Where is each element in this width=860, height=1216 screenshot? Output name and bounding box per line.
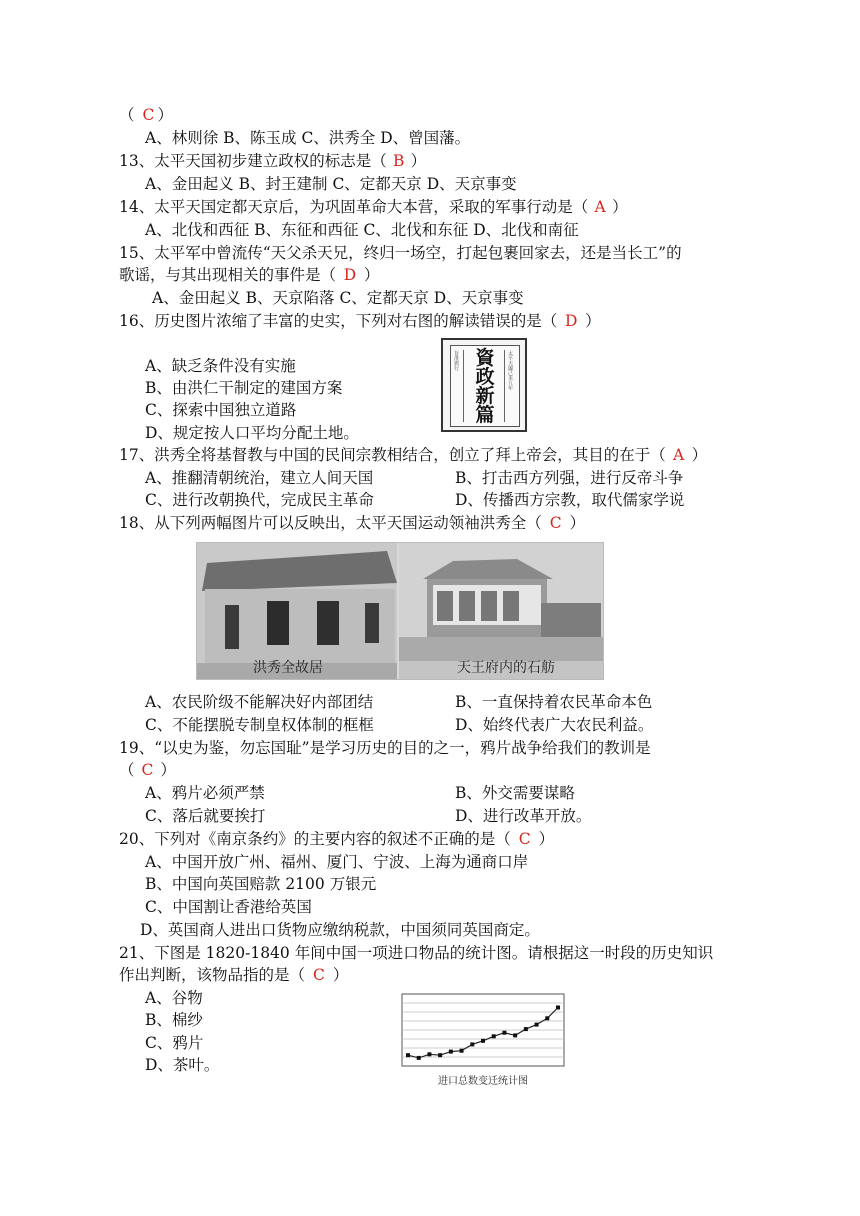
line-text: A、缺乏条件没有实施 <box>145 357 296 375</box>
chart-point <box>502 1031 506 1035</box>
text-line <box>145 988 203 1008</box>
text-line <box>145 1055 219 1075</box>
photos-image <box>196 542 604 680</box>
book-title: 資政新篇 <box>475 347 495 426</box>
text-line <box>119 738 651 758</box>
line-text: 17、洪秀全将基督教与中国的民间宗教相结合，创立了拜上帝会，其目的在于（ <box>119 446 671 464</box>
import-chart <box>396 992 570 1090</box>
book-side-right: 太平天國己未九年 <box>508 351 514 392</box>
line-text: A、农民阶级不能解决好内部团结 <box>145 693 374 711</box>
line-text: 15、太平军中曾流传“天父杀天兄，终归一场空，打起包裹回家去，还是当长工”的 <box>119 244 682 262</box>
line-text: C、落后就要挨打 <box>145 807 266 825</box>
chart-point <box>449 1050 453 1054</box>
text-line <box>119 965 348 985</box>
chart-point <box>524 1027 528 1031</box>
line-text: 14、太平天国定都天京后，为巩固革命大本营，采取的军事行动是（ <box>119 198 594 216</box>
line-text: C、中国割让香港给英国 <box>145 898 312 916</box>
line-text: 19、“以史为鉴，勿忘国耻”是学习历史的目的之一，鸦片战争给我们的教训是 <box>119 739 651 757</box>
line-text: D、茶叶。 <box>145 1056 220 1074</box>
line-text: A、谷物 <box>145 989 203 1007</box>
text-line <box>119 105 173 125</box>
line-text: （ <box>119 761 140 779</box>
line-text-end: ） <box>686 446 708 464</box>
line-text: A、中国开放广州、福州、厦门、宁波、上海为通商口岸 <box>145 853 529 871</box>
chart-point <box>545 1016 549 1020</box>
line-text: （ <box>119 106 140 124</box>
line-text-end: ） <box>327 966 349 984</box>
line-text: A、推翻清朝统治，建立人间天国 <box>145 469 374 487</box>
line-text-end: ） <box>405 152 427 170</box>
line-text: 13、太平天国初步建立政权的标志是（ <box>119 152 392 170</box>
text-line <box>145 128 470 148</box>
text-line <box>119 513 585 533</box>
text-line <box>145 897 312 917</box>
line-text-end: ） <box>607 198 628 216</box>
answer-mark: C <box>313 966 325 984</box>
text-line <box>145 783 265 803</box>
line-text-end: ） <box>580 312 601 330</box>
import-chart-svg <box>396 992 570 1090</box>
line-text: 21、下图是 1820-1840 年间中国一项进口物品的统计图。请根据这一时段的历史知识 <box>119 944 714 962</box>
answer-mark: A <box>594 198 606 216</box>
answer-mark: C <box>518 830 531 848</box>
text-line <box>145 174 517 194</box>
chart-point <box>492 1034 496 1038</box>
chart-point <box>481 1039 485 1043</box>
answer-mark: C <box>142 106 155 124</box>
text-line <box>119 243 682 263</box>
text-line <box>119 445 707 465</box>
line-text: B、棉纱 <box>145 1011 203 1029</box>
chart-point <box>406 1053 410 1057</box>
text-line <box>145 400 296 420</box>
chart-point <box>556 1006 560 1010</box>
text-line <box>145 715 374 735</box>
line-text: 18、从下列两幅图片可以反映出，太平天国运动领袖洪秀全（ <box>119 514 547 532</box>
text-line <box>119 311 601 331</box>
text-line <box>145 490 374 510</box>
option-right: B、一直保持着农民革命本色 <box>455 693 653 711</box>
option-right: D、始终代表广大农民利益。 <box>455 716 654 734</box>
option-right: D、进行改革开放。 <box>455 807 592 825</box>
line-text: C、不能摆脱专制皇权体制的框框 <box>145 716 374 734</box>
text-line <box>145 378 342 398</box>
option-right: B、外交需要谋略 <box>455 784 575 802</box>
text-line <box>119 943 713 963</box>
line-text: 歌谣，与其出现相关的事件是（ <box>119 266 341 284</box>
option-right: D、传播西方宗教，取代儒家学说 <box>455 491 685 509</box>
line-text: 16、历史图片浓缩了丰富的史实，下列对右图的解读错误的是（ <box>119 312 563 330</box>
chart-point <box>427 1052 431 1056</box>
line-text-end: ） <box>155 761 176 779</box>
chart-caption: 进口总数变迁统计图 <box>438 1076 528 1087</box>
chart-point <box>513 1033 517 1037</box>
chart-point <box>438 1053 442 1057</box>
answer-mark: B <box>392 152 405 170</box>
line-text: B、中国向英国赔款 2100 万银元 <box>145 875 377 893</box>
line-text: 作出判断，该物品指的是（ <box>119 966 310 984</box>
text-line <box>145 852 528 872</box>
line-text-end: ） <box>157 106 173 124</box>
line-text: A、林则徐 B、陈玉成 C、洪秀全 D、曾国藩。 <box>145 129 471 147</box>
option-right: B、打击西方列强，进行反帝斗争 <box>455 469 684 487</box>
line-text: C、鸦片 <box>145 1034 204 1052</box>
answer-mark: D <box>564 312 578 330</box>
text-line <box>140 920 540 940</box>
photo-caption-right: 天王府内的石舫 <box>457 660 555 676</box>
text-line <box>145 356 296 376</box>
line-text: C、进行改朝换代，完成民主革命 <box>145 491 374 509</box>
line-text-end: ） <box>533 830 555 848</box>
text-line <box>145 468 373 488</box>
chart-point <box>460 1049 464 1053</box>
chart-point <box>535 1023 539 1027</box>
photo-caption-left: 洪秀全故居 <box>253 660 323 676</box>
answer-mark: C <box>141 761 154 779</box>
text-line <box>145 874 376 894</box>
line-text: A、北伐和西征 B、东征和西征 C、北伐和东征 D、北伐和南征 <box>145 221 579 239</box>
book-side-left: 旨准頒行 <box>454 351 460 372</box>
text-line <box>145 1033 203 1053</box>
text-line <box>119 265 379 285</box>
line-text: D、规定按人口平均分配土地。 <box>145 424 359 442</box>
text-line <box>145 806 265 826</box>
answer-mark: C <box>549 514 562 532</box>
text-line <box>119 197 628 217</box>
line-text: C、探索中国独立道路 <box>145 401 297 419</box>
line-text: A、金田起义 B、封王建制 C、定都天京 D、天京事变 <box>145 175 517 193</box>
chart-point <box>417 1056 421 1060</box>
text-line <box>145 1010 203 1030</box>
answer-mark: A <box>673 446 685 464</box>
line-text: 20、下列对《南京条约》的主要内容的叙述不正确的是（ <box>119 830 516 848</box>
chart-series-line <box>408 1008 558 1058</box>
text-line <box>119 151 426 171</box>
text-line <box>152 288 524 308</box>
text-line <box>145 692 373 712</box>
text-line <box>119 829 554 849</box>
book-cover-image <box>441 338 527 432</box>
line-text: A、鸦片必须严禁 <box>145 784 265 802</box>
line-text: B、由洪仁干制定的建国方案 <box>145 379 343 397</box>
line-text-end: ） <box>358 266 380 284</box>
answer-mark: D <box>343 266 357 284</box>
text-line <box>145 220 579 240</box>
line-text: A、金田起义 B、天京陷落 C、定都天京 D、天京事变 <box>152 289 524 307</box>
chart-point <box>470 1042 474 1046</box>
line-text-end: ） <box>564 514 586 532</box>
line-text: D、英国商人进出口货物应缴纳税款，中国须同英国商定。 <box>140 921 540 939</box>
text-line <box>119 760 176 780</box>
text-line <box>145 423 359 443</box>
